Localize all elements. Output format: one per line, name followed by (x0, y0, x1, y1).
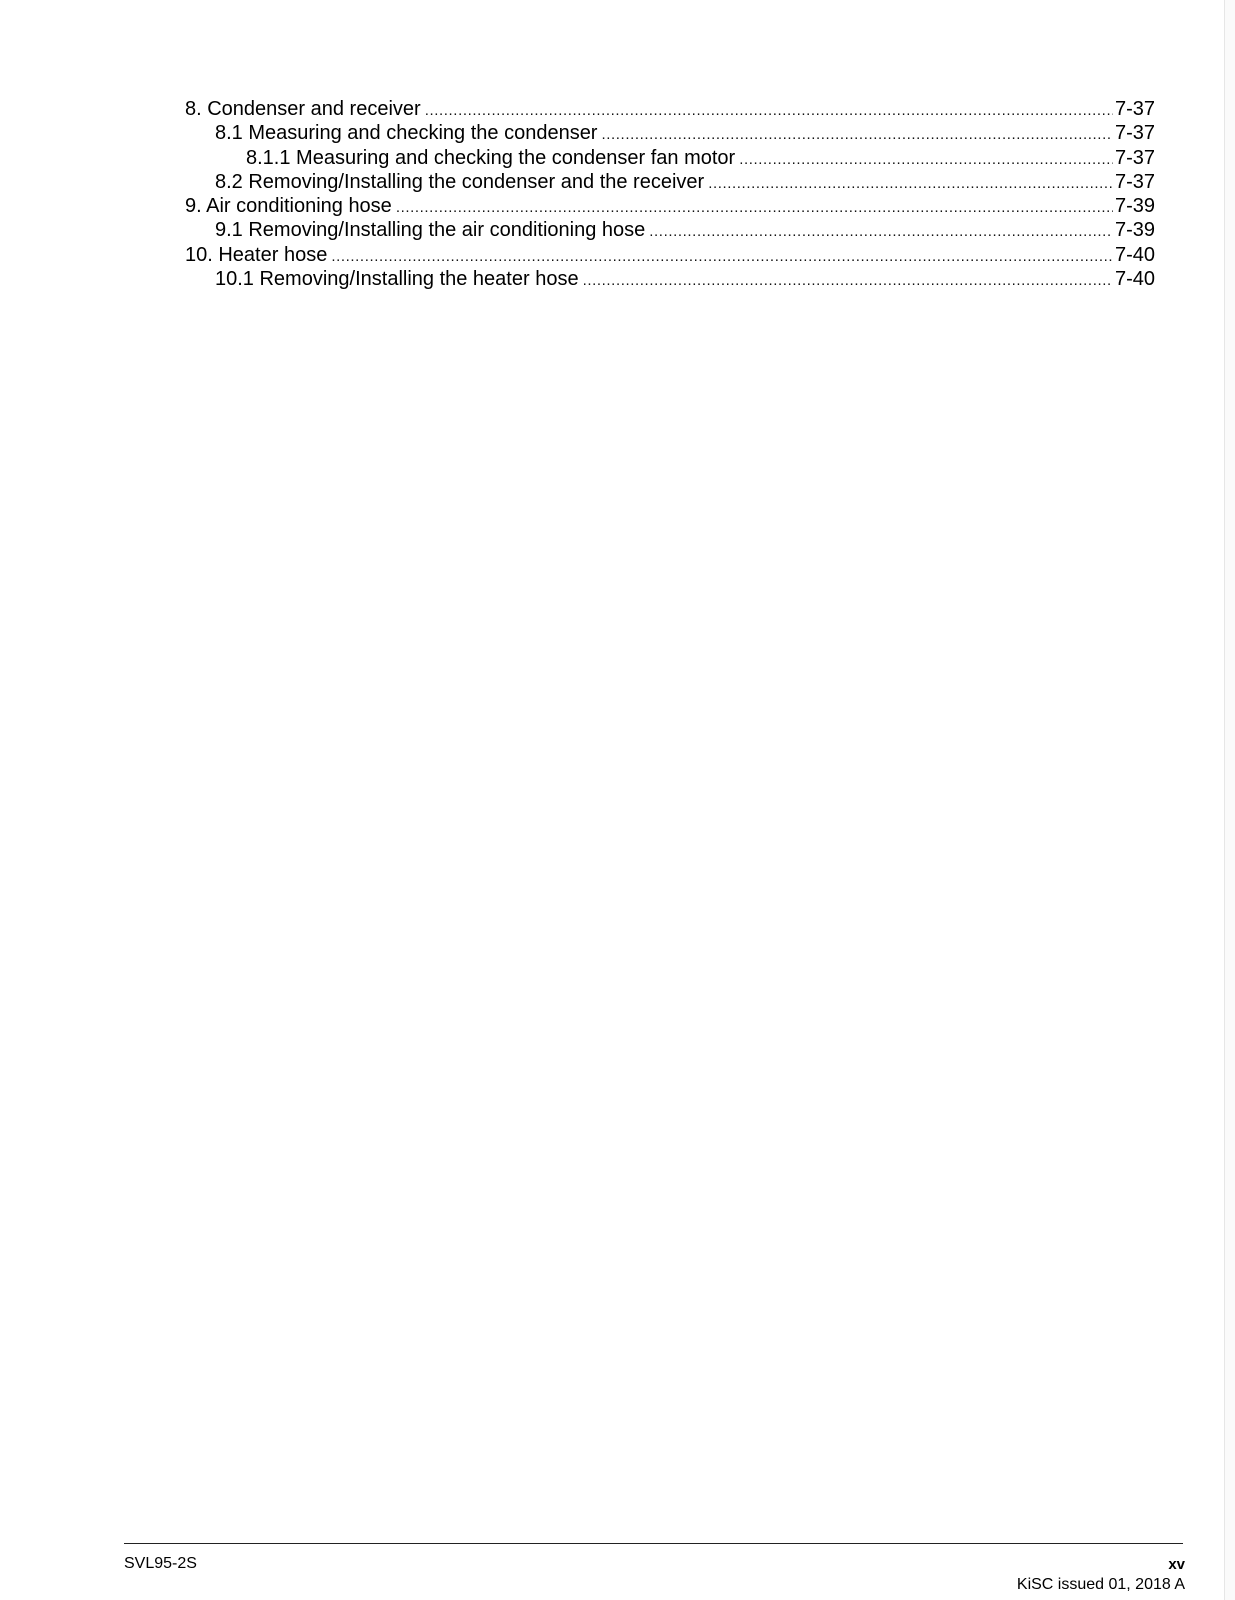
toc-entry-title: 8.2 Removing/Installing the condenser and the receiver (215, 170, 705, 193)
toc-entry[interactable] (185, 97, 1155, 121)
toc-entry[interactable] (185, 267, 1155, 291)
toc-entry-page: 7-37 (1114, 170, 1155, 193)
toc-entry[interactable] (185, 121, 1155, 145)
toc-entry[interactable] (185, 194, 1155, 218)
footer-issue: KiSC issued 01, 2018 A (1016, 1576, 1185, 1593)
toc-entry-page: 7-39 (1114, 219, 1155, 242)
toc-entry[interactable] (185, 146, 1155, 170)
toc-entry-title: 9.1 Removing/Installing the air conditioning hose (215, 219, 646, 242)
toc-entry-page: 7-37 (1114, 146, 1155, 169)
toc-dot-leader (396, 196, 1113, 220)
footer-model: SVL95-2S (124, 1555, 197, 1572)
toc-entry-page: 7-37 (1114, 98, 1155, 120)
toc-dot-leader (601, 123, 1112, 147)
footer-divider (124, 1543, 1183, 1544)
toc-entry-page: 7-37 (1114, 122, 1155, 145)
toc-dot-leader (583, 269, 1113, 293)
footer-page-number: xv (1168, 1556, 1185, 1573)
footer-right-block (1017, 1555, 1185, 1595)
toc-entry-title: 8.1 Measuring and checking the condenser (215, 122, 598, 145)
toc-entry[interactable] (185, 243, 1155, 267)
toc-dot-leader (331, 245, 1113, 269)
toc-entry-page: 7-40 (1114, 268, 1155, 291)
toc-entry-title: 8. Condenser and receiver (185, 98, 421, 120)
toc-entry-title: 8.1.1 Measuring and checking the condenser fan motor (246, 146, 736, 169)
toc-entry[interactable] (185, 170, 1155, 194)
toc-dot-leader (425, 99, 1113, 123)
toc-entry-page: 7-40 (1114, 243, 1155, 266)
toc-dot-leader (708, 172, 1113, 196)
toc-entry[interactable] (185, 218, 1155, 242)
page-edge (1224, 0, 1235, 1600)
toc-dot-leader (739, 148, 1113, 172)
table-of-contents (185, 97, 1155, 291)
toc-entry-title: 10. Heater hose (185, 243, 328, 266)
toc-dot-leader (649, 220, 1113, 244)
toc-entry-title: 9. Air conditioning hose (185, 195, 392, 218)
toc-entry-page: 7-39 (1114, 195, 1155, 218)
toc-entry-title: 10.1 Removing/Installing the heater hose (215, 268, 579, 291)
